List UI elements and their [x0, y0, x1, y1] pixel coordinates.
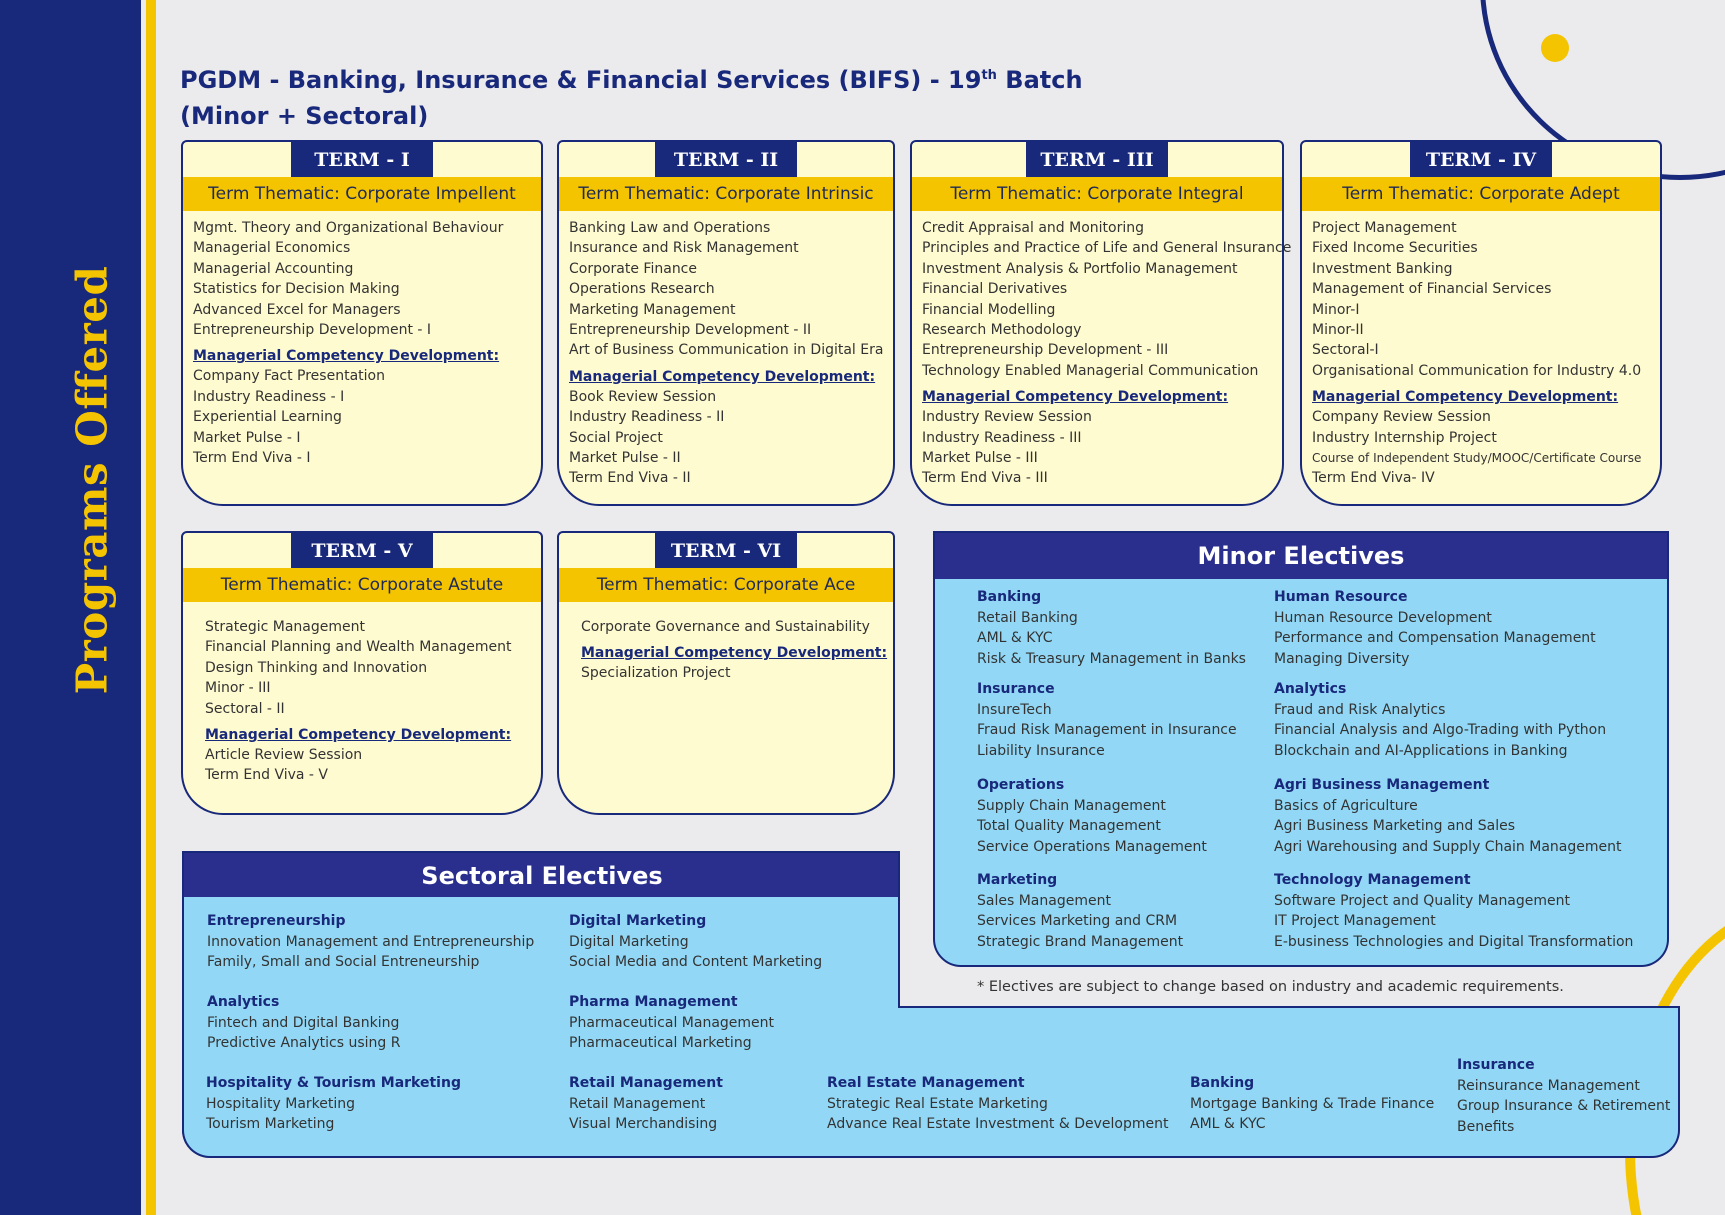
- term-label: TERM - IV: [1410, 140, 1552, 177]
- group-item: Agri Warehousing and Supply Chain Management: [1274, 838, 1622, 855]
- term-course-list: [1312, 218, 1654, 489]
- group-heading: Agri Business Management: [1274, 777, 1490, 793]
- term-thematic: Term Thematic: Corporate Integral: [912, 177, 1282, 211]
- group-item: Predictive Analytics using R: [207, 1035, 401, 1051]
- course-item: Project Management: [1312, 220, 1457, 236]
- group-heading: Banking: [977, 589, 1042, 605]
- mcd-item: Course of Independent Study/MOOC/Certificate Course: [1312, 451, 1642, 466]
- minor-elective-group: [977, 679, 1237, 761]
- course-item: Minor - III: [205, 680, 271, 697]
- group-item: AML & KYC: [977, 630, 1053, 646]
- group-item: Basics of Agriculture: [1274, 797, 1418, 814]
- mcd-item: Market Pulse - I: [193, 429, 301, 446]
- group-item: Fintech and Digital Banking: [207, 1014, 400, 1031]
- term-course-list: [581, 617, 887, 684]
- minor-elective-group: [977, 587, 1246, 669]
- group-item: Mortgage Banking & Trade Finance: [1190, 1095, 1435, 1112]
- mcd-item: Term End Viva - III: [922, 470, 1048, 487]
- group-item: Risk & Treasury Management in Banks: [977, 650, 1246, 667]
- term-course-list: [922, 218, 1292, 489]
- course-item: Entrepreneurship Development - I: [193, 322, 432, 339]
- minor-elective-group: [1274, 587, 1596, 669]
- mcd-item: Industry Review Session: [922, 409, 1092, 426]
- group-heading: Technology Management: [1274, 872, 1471, 888]
- group-item: E-business Technologies and Digital Transformation: [1274, 933, 1634, 950]
- mcd-heading: Managerial Competency Development:: [581, 645, 888, 662]
- mcd-item: Industry Readiness - III: [922, 429, 1082, 446]
- group-heading: Entrepreneurship: [207, 913, 346, 929]
- course-item: Managerial Economics: [193, 240, 351, 257]
- course-item: Investment Analysis & Portfolio Management: [922, 260, 1238, 277]
- term-label: TERM - VI: [655, 531, 797, 568]
- course-item: Insurance and Risk Management: [569, 240, 799, 257]
- sectoral-panel-right-edge: [1678, 1006, 1680, 1130]
- group-item: Retail Management: [569, 1095, 706, 1112]
- term-card-5: [181, 531, 543, 815]
- decorative-dot: [1541, 34, 1569, 62]
- course-item: Mgmt. Theory and Organizational Behaviour: [193, 220, 504, 236]
- term-card-1: [181, 140, 543, 506]
- mcd-item: Company Fact Presentation: [193, 368, 385, 385]
- group-item: Liability Insurance: [977, 742, 1105, 759]
- course-item: Corporate Finance: [569, 260, 697, 277]
- sectoral-panel-upper-edge: [898, 851, 900, 1008]
- group-item: Retail Banking: [977, 609, 1078, 626]
- mcd-heading: Managerial Competency Development:: [1312, 389, 1619, 406]
- sectoral-elective-group: [207, 992, 400, 1054]
- mcd-item: Industry Internship Project: [1312, 429, 1497, 446]
- group-item: Managing Diversity: [1274, 650, 1410, 667]
- mcd-heading: Managerial Competency Development:: [569, 368, 876, 385]
- group-heading: Operations: [977, 777, 1065, 793]
- group-heading: Banking: [1190, 1075, 1255, 1091]
- mcd-item: Term End Viva - I: [193, 450, 311, 467]
- term-card-6: [557, 531, 895, 815]
- page-title-line2: (Minor + Sectoral): [180, 102, 429, 130]
- course-item: Entrepreneurship Development - II: [569, 322, 812, 339]
- group-heading: Real Estate Management: [827, 1075, 1025, 1091]
- sidebar-accent-stripe: [146, 0, 156, 1215]
- group-item: Blockchain and AI-Applications in Banking: [1274, 742, 1568, 759]
- mcd-item: Term End Viva - II: [569, 470, 691, 487]
- group-item: Service Operations Management: [977, 838, 1207, 855]
- group-item: Tourism Marketing: [206, 1116, 335, 1132]
- minor-electives-title: Minor Electives: [935, 533, 1667, 579]
- course-item: Corporate Governance and Sustainability: [581, 619, 870, 635]
- group-heading: Pharma Management: [569, 994, 738, 1010]
- group-heading: Insurance: [1457, 1057, 1535, 1073]
- group-item: Total Quality Management: [977, 818, 1161, 834]
- term-thematic: Term Thematic: Corporate Intrinsic: [559, 177, 893, 211]
- course-item: Sectoral - II: [205, 700, 285, 717]
- term-card-4: [1300, 140, 1662, 506]
- term-thematic: Term Thematic: Corporate Ace: [559, 568, 893, 602]
- term-label: TERM - III: [1026, 140, 1168, 177]
- course-item: Design Thinking and Innovation: [205, 659, 428, 676]
- mcd-heading: Managerial Competency Development:: [922, 389, 1229, 406]
- term-card-2: [557, 140, 895, 506]
- mcd-item: Specialization Project: [581, 665, 731, 682]
- sectoral-elective-group: [207, 911, 534, 973]
- mcd-item: Industry Readiness - I: [193, 388, 345, 405]
- course-item: Marketing Management: [569, 301, 736, 318]
- group-item: Strategic Real Estate Marketing: [827, 1095, 1048, 1112]
- term-course-list: [569, 218, 887, 489]
- course-item: Statistics for Decision Making: [193, 281, 400, 298]
- course-item: Art of Business Communication in Digital Era: [569, 342, 884, 359]
- course-item: Organisational Communication for Industry 4.0: [1312, 362, 1642, 379]
- mcd-item: Social Project: [569, 429, 663, 446]
- minor-electives-panel: [933, 531, 1669, 967]
- course-item: Financial Derivatives: [922, 281, 1068, 298]
- sectoral-panel-step-edge: [898, 1006, 1680, 1008]
- group-heading: Human Resource: [1274, 589, 1408, 605]
- course-item: Principles and Practice of Life and General Insurance: [922, 240, 1292, 257]
- group-heading: Insurance: [977, 681, 1055, 697]
- course-item: Strategic Management: [205, 619, 365, 635]
- group-heading: Retail Management: [569, 1075, 723, 1091]
- group-heading: Analytics: [207, 994, 280, 1010]
- group-item: Sales Management: [977, 892, 1111, 909]
- electives-note: * Electives are subject to change based on industry and academic requirements.: [977, 979, 1564, 995]
- group-item: Family, Small and Social Entreneurship: [207, 954, 480, 970]
- mcd-item: Book Review Session: [569, 388, 717, 405]
- group-heading: Digital Marketing: [569, 913, 707, 929]
- minor-elective-group: [1274, 870, 1633, 952]
- sidebar-title: Programs Offered: [67, 265, 117, 695]
- term-label: TERM - V: [291, 531, 433, 568]
- mcd-item: Term End Viva - V: [205, 767, 328, 784]
- group-item: Visual Merchandising: [569, 1116, 718, 1132]
- course-item: Minor-I: [1312, 301, 1360, 318]
- group-item: Software Project and Quality Management: [1274, 892, 1571, 909]
- group-item: Services Marketing and CRM: [977, 913, 1178, 929]
- mcd-item: Market Pulse - III: [922, 450, 1038, 467]
- term-thematic: Term Thematic: Corporate Astute: [183, 568, 541, 602]
- group-item: Supply Chain Management: [977, 797, 1166, 814]
- term-thematic: Term Thematic: Corporate Impellent: [183, 177, 541, 211]
- group-item: Reinsurance Management: [1457, 1077, 1640, 1094]
- term-course-list: [193, 218, 535, 468]
- term-course-list: [205, 617, 535, 786]
- mcd-item: Company Review Session: [1312, 409, 1491, 426]
- group-item: Innovation Management and Entrepreneurship: [207, 933, 535, 950]
- sectoral-elective-group: [206, 1073, 461, 1135]
- course-item: Financial Modelling: [922, 301, 1056, 318]
- group-item: Hospitality Marketing: [206, 1095, 356, 1112]
- group-item: AML & KYC: [1190, 1116, 1266, 1132]
- group-heading: Hospitality & Tourism Marketing: [206, 1075, 461, 1091]
- term-label: TERM - II: [655, 140, 797, 177]
- sectoral-elective-group: [1190, 1073, 1434, 1135]
- course-item: Technology Enabled Managerial Communication: [922, 362, 1259, 379]
- group-item: Benefits: [1457, 1118, 1515, 1135]
- course-item: Operations Research: [569, 281, 715, 298]
- group-item: Pharmaceutical Marketing: [569, 1035, 752, 1051]
- group-item: Financial Analysis and Algo-Trading with Python: [1274, 722, 1607, 738]
- page-title-line1: PGDM - Banking, Insurance & Financial Services (BIFS) - 19th Batch: [180, 66, 1083, 94]
- mcd-item: Term End Viva- IV: [1312, 470, 1435, 487]
- minor-elective-group: [977, 775, 1207, 857]
- sectoral-elective-group: [1457, 1055, 1670, 1137]
- course-item: Research Methodology: [922, 322, 1082, 339]
- group-item: Fraud Risk Management in Insurance: [977, 722, 1237, 738]
- course-item: Banking Law and Operations: [569, 220, 771, 236]
- term-card-3: [910, 140, 1292, 506]
- minor-elective-group: [977, 870, 1183, 952]
- group-item: Agri Business Marketing and Sales: [1274, 818, 1516, 834]
- mcd-item: Industry Readiness - II: [569, 409, 725, 426]
- sectoral-elective-group: [827, 1073, 1168, 1135]
- minor-elective-group: [1274, 679, 1606, 761]
- group-item: InsureTech: [977, 701, 1052, 718]
- term-thematic: Term Thematic: Corporate Adept: [1302, 177, 1660, 211]
- mcd-heading: Managerial Competency Development:: [193, 348, 500, 365]
- course-item: Managerial Accounting: [193, 260, 354, 277]
- sectoral-elective-group: [569, 911, 822, 973]
- group-item: Performance and Compensation Management: [1274, 630, 1596, 646]
- group-item: Social Media and Content Marketing: [569, 954, 823, 970]
- course-item: Sectoral-I: [1312, 342, 1379, 359]
- group-item: Group Insurance & Retirement: [1457, 1098, 1671, 1114]
- sectoral-electives-title: Sectoral Electives: [184, 853, 900, 899]
- course-item: Management of Financial Services: [1312, 281, 1552, 298]
- course-item: Advanced Excel for Managers: [193, 301, 401, 318]
- course-item: Fixed Income Securities: [1312, 240, 1478, 257]
- sectoral-elective-group: [569, 992, 774, 1054]
- term-label: TERM - I: [291, 140, 433, 177]
- sectoral-elective-group: [569, 1073, 723, 1135]
- course-item: Investment Banking: [1312, 260, 1453, 277]
- group-item: Fraud and Risk Analytics: [1274, 701, 1446, 718]
- mcd-item: Market Pulse - II: [569, 450, 681, 467]
- page-title: [180, 58, 1083, 134]
- minor-elective-group: [1274, 775, 1621, 857]
- group-item: Strategic Brand Management: [977, 933, 1184, 950]
- group-item: Advance Real Estate Investment & Development: [827, 1116, 1169, 1132]
- mcd-item: Experiential Learning: [193, 409, 342, 426]
- course-item: Credit Appraisal and Monitoring: [922, 220, 1144, 236]
- course-item: Financial Planning and Wealth Management: [205, 639, 512, 656]
- group-item: Digital Marketing: [569, 933, 689, 950]
- course-item: Minor-II: [1312, 322, 1364, 339]
- group-item: Human Resource Development: [1274, 609, 1492, 626]
- group-item: IT Project Management: [1274, 913, 1436, 929]
- mcd-heading: Managerial Competency Development:: [205, 727, 512, 744]
- mcd-item: Article Review Session: [205, 747, 363, 764]
- course-item: Entrepreneurship Development - III: [922, 342, 1169, 359]
- group-heading: Marketing: [977, 872, 1058, 888]
- group-item: Pharmaceutical Management: [569, 1014, 775, 1031]
- group-heading: Analytics: [1274, 681, 1347, 697]
